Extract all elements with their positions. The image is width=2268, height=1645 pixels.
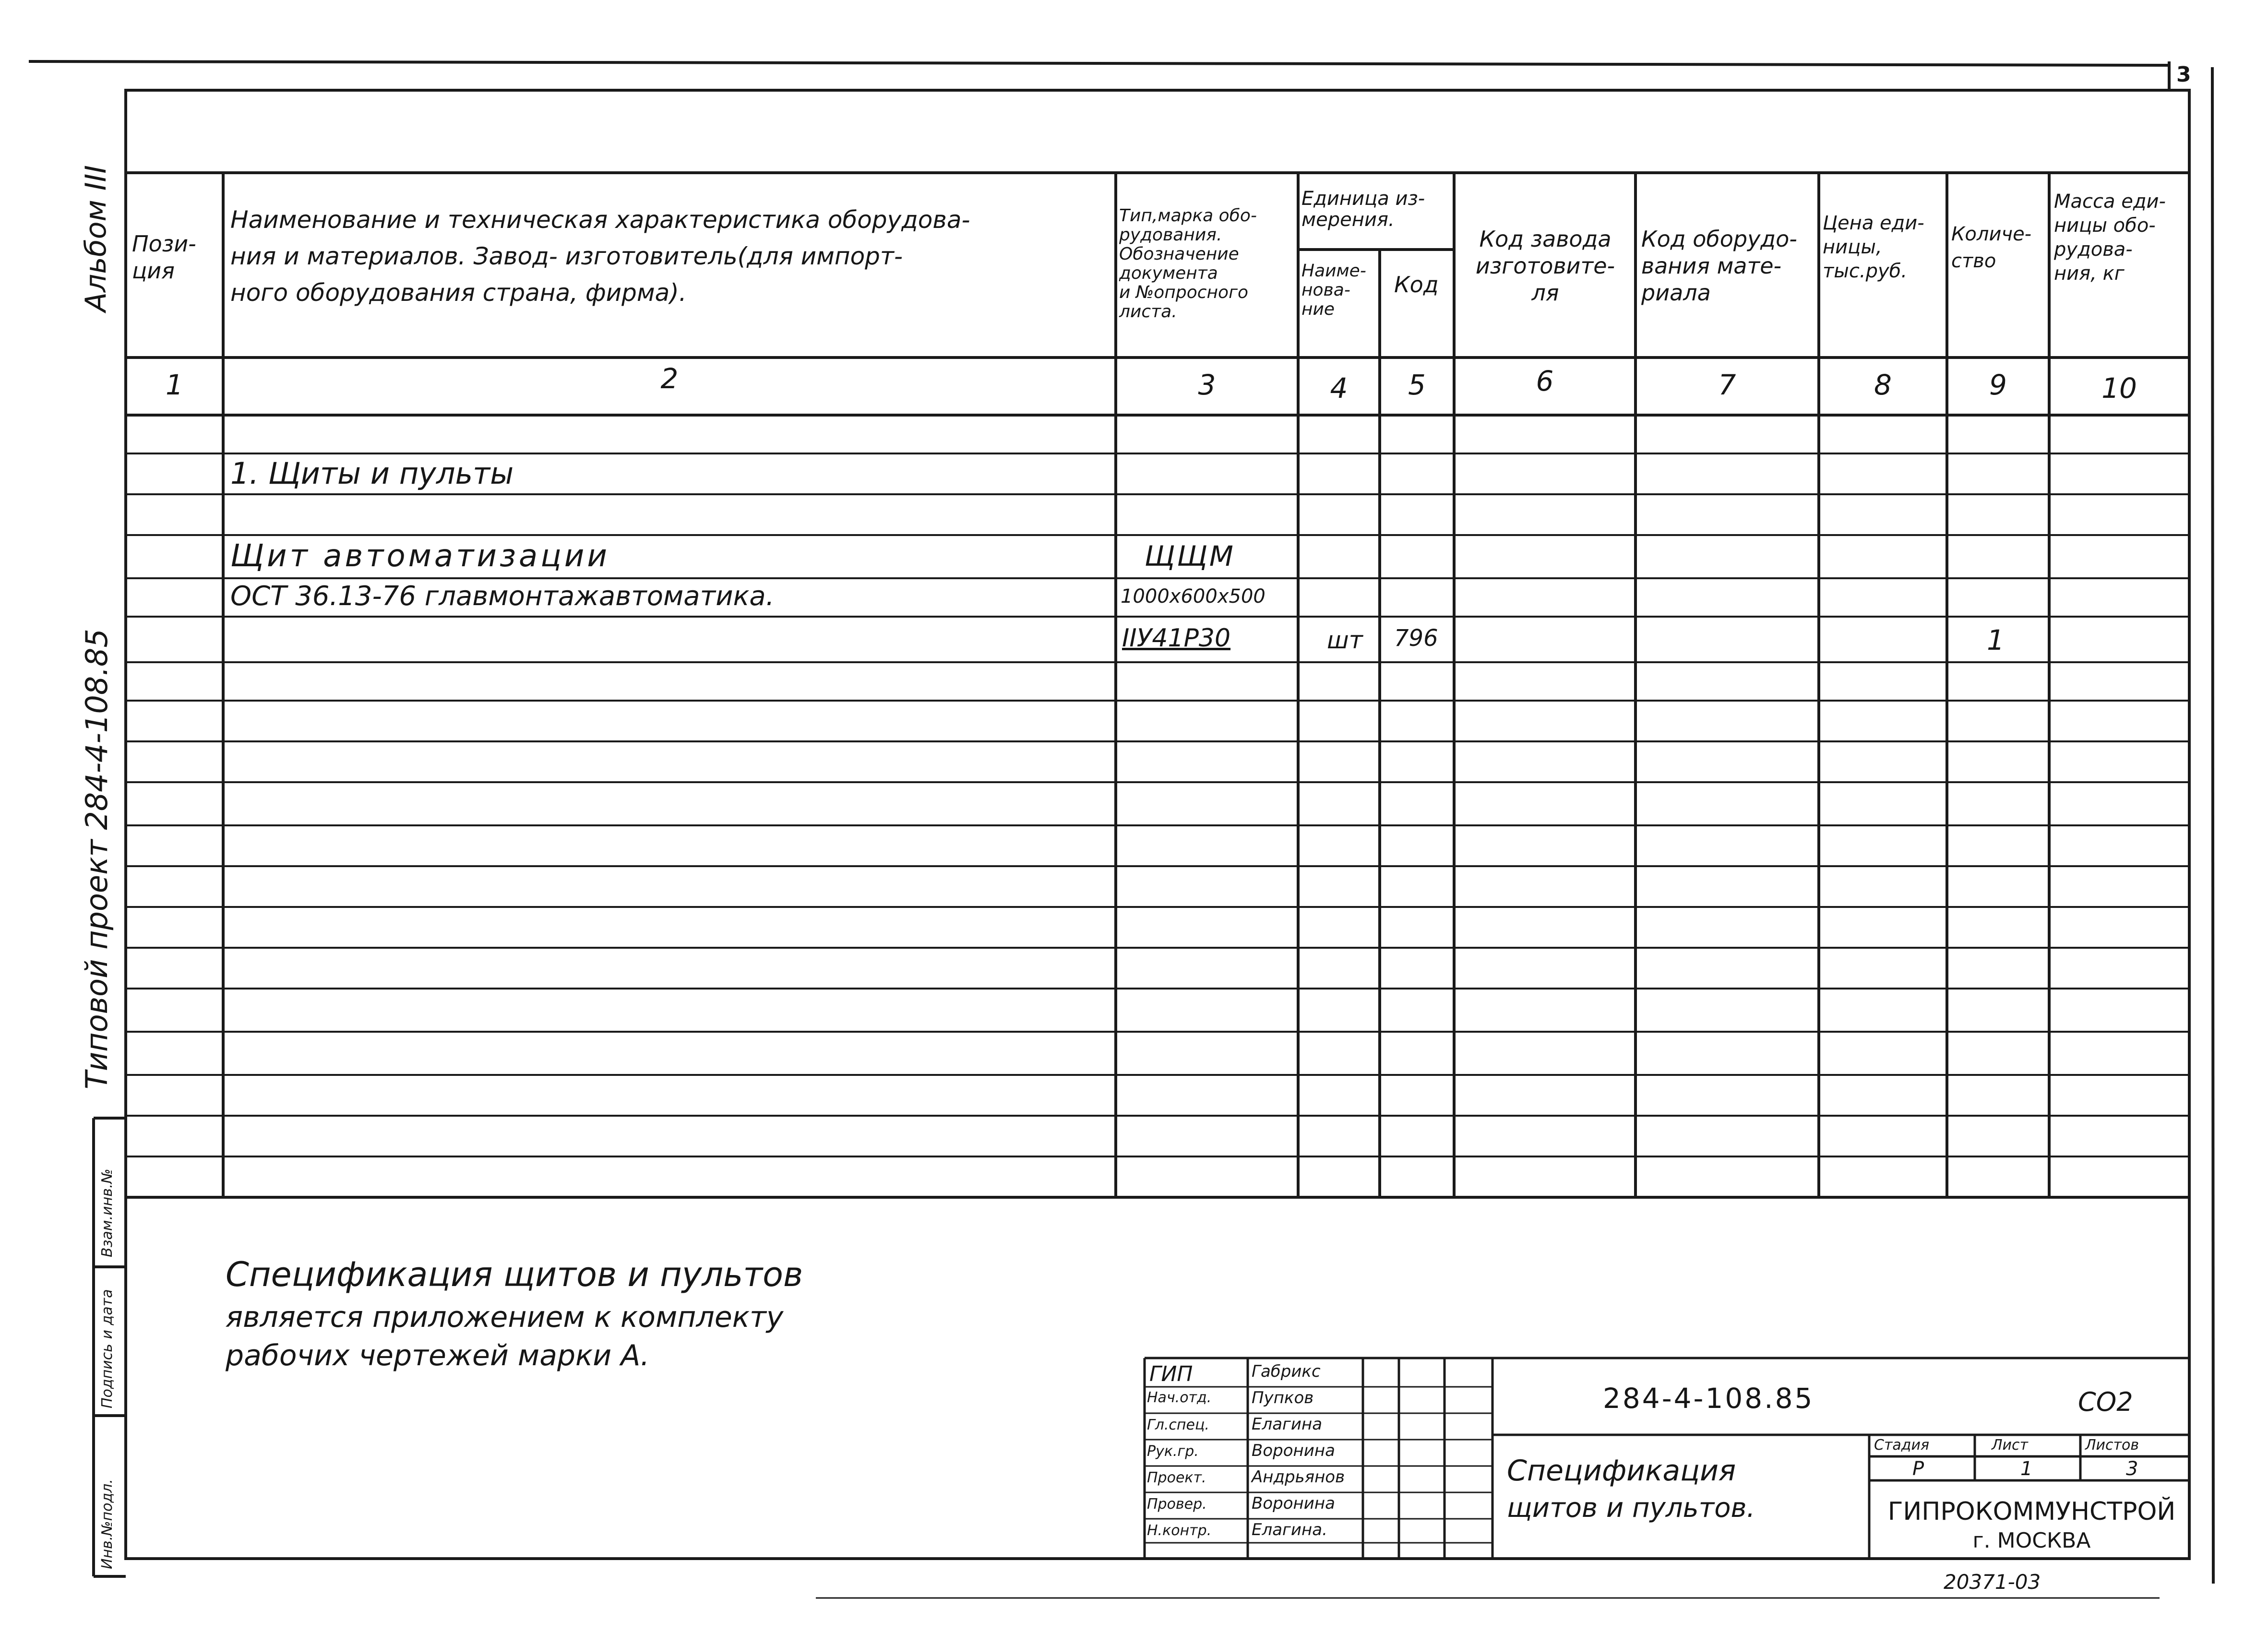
item-type: ЩЩМ <box>1145 540 1235 572</box>
header-position: Пози- ция <box>132 231 196 284</box>
role-designer: Проект. <box>1147 1469 1206 1486</box>
doc-code: 284-4-108.85 <box>1603 1382 1814 1415</box>
item-size: 1000х600х500 <box>1121 585 1265 608</box>
header-unit-name: Наиме- нова- ние <box>1301 261 1366 319</box>
role-head-dept: Нач.отд. <box>1147 1389 1212 1406</box>
item-name: Щит автоматизации <box>230 538 610 574</box>
stage-value: Р <box>1912 1458 1924 1480</box>
header-price: Цена еди- ницы, тыс.руб. <box>1823 212 1924 282</box>
name-head-dept: Пупков <box>1252 1388 1314 1407</box>
title-line-1: Спецификация <box>1507 1454 1736 1488</box>
org-name: ГИПРОКОММУНСТРОЙ <box>1887 1497 2176 1526</box>
name-designer: Андрьянов <box>1252 1467 1345 1487</box>
sheets-label: Листов <box>2085 1437 2139 1454</box>
title-line-2: щитов и пультов. <box>1507 1492 1755 1524</box>
col-num-6: 6 <box>1536 365 1554 397</box>
header-unit-group: Единица из- мерения. <box>1301 188 1425 231</box>
sheets-value: 3 <box>2126 1458 2138 1480</box>
col-num-3: 3 <box>1198 369 1216 401</box>
name-chief-spec: Елагина <box>1252 1415 1323 1434</box>
name-gip: Габрикс <box>1252 1362 1321 1381</box>
unit-name: шт <box>1327 626 1363 654</box>
org-city: г. МОСКВА <box>1972 1528 2091 1553</box>
stamp-box-inv-number: Инв.№подл. <box>99 1479 116 1569</box>
quantity-value: 1 <box>1987 624 2005 656</box>
role-norm-control: Н.контр. <box>1147 1522 1212 1539</box>
col-num-5: 5 <box>1408 369 1426 401</box>
archive-number: 20371-03 <box>1944 1570 2041 1594</box>
col-num-2: 2 <box>660 362 679 395</box>
stage-label: Стадия <box>1874 1437 1930 1454</box>
project-label: Типовой проект 284-4-108.85 <box>79 629 114 1089</box>
col-num-9: 9 <box>1989 369 2007 401</box>
role-chief-spec: Гл.спец. <box>1147 1417 1209 1433</box>
header-equipment-code: Код оборудо- вания мате- риала <box>1641 226 1797 306</box>
role-checker: Провер. <box>1147 1496 1207 1513</box>
note-line-1: Спецификация щитов и пультов <box>226 1255 803 1294</box>
item-code: IIУ41Р30 <box>1122 624 1231 653</box>
note-line-3: рабочих чертежей марки А. <box>226 1339 650 1372</box>
sheet-code: СО2 <box>2078 1387 2133 1417</box>
section-title: 1. Щиты и пульты <box>230 456 514 491</box>
name-checker: Воронина <box>1252 1494 1335 1513</box>
role-gip: ГИП <box>1149 1362 1193 1386</box>
sheet-corner-number: 3 <box>2176 62 2191 87</box>
header-type: Тип,марка обо- рудования. Обозначение документа и №опросного листа. <box>1119 206 1257 322</box>
name-group-lead: Воронина <box>1252 1441 1335 1460</box>
stamp-box-signature-date: Подпись и дата <box>99 1289 116 1408</box>
sheet-label: Лист <box>1992 1437 2029 1454</box>
header-factory-code: Код завода изготовите- ля <box>1475 226 1615 306</box>
header-quantity: Количе- ство <box>1951 223 2032 272</box>
col-num-10: 10 <box>2101 372 2137 405</box>
unit-code: 796 <box>1394 625 1438 652</box>
role-group-lead: Рук.гр. <box>1147 1443 1199 1460</box>
sheet-value: 1 <box>2020 1458 2033 1480</box>
header-mass: Масса еди- ницы обо- рудова- ния, кг <box>2054 191 2166 285</box>
album-label: Альбом III <box>79 165 113 312</box>
item-standard: ОСТ 36.13-76 главмонтажавтоматика. <box>230 581 775 612</box>
header-name: Наименование и техническая характеристика оборудова- ния и материалов. Завод- изготовитель(для импорт- ного оборудования страна, фирма). <box>230 206 970 307</box>
col-num-1: 1 <box>166 369 183 401</box>
name-norm-control: Елагина. <box>1252 1520 1327 1539</box>
note-line-2: является приложением к комплекту <box>226 1300 784 1334</box>
col-num-4: 4 <box>1330 372 1348 405</box>
stamp-box-replace-inv: Взам.инв.№ <box>99 1168 116 1257</box>
col-num-7: 7 <box>1718 369 1736 401</box>
col-num-8: 8 <box>1874 369 1892 401</box>
header-unit-code: Код <box>1394 272 1439 298</box>
